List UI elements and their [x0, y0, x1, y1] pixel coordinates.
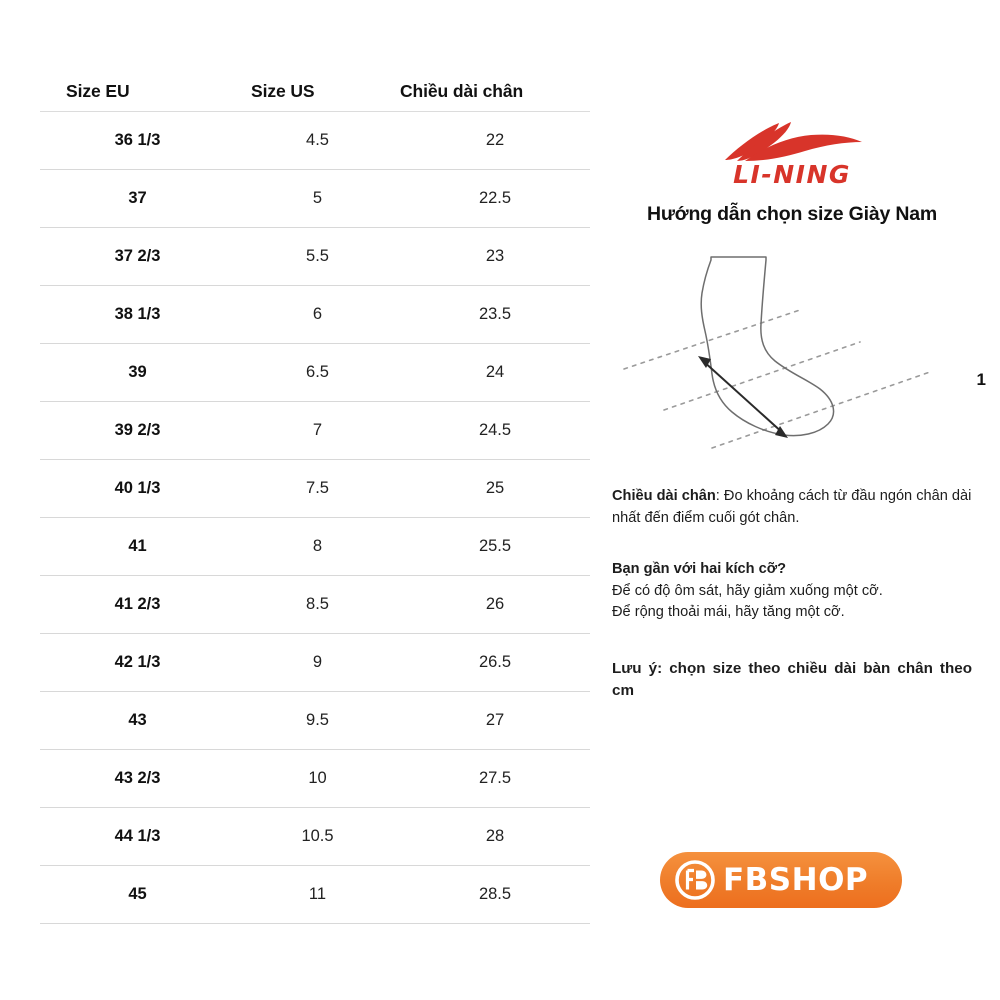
table-row — [40, 750, 590, 808]
size-eu-value: 41 2/3 — [114, 595, 161, 613]
size-eu-value: 45 — [128, 885, 147, 903]
table-row — [40, 228, 590, 286]
size-us-value: 4.5 — [306, 131, 329, 149]
size-us-value: 11 — [308, 885, 327, 903]
size-eu-value: 43 2/3 — [114, 769, 161, 787]
table-row — [40, 576, 590, 634]
size-note: Lưu ý: chọn size theo chiều dài bàn chân theo cm — [612, 659, 972, 700]
foot-measurement-diagram — [612, 232, 986, 472]
size-us-value: 7 — [312, 421, 323, 439]
foot-length-value: 24 — [485, 363, 505, 381]
foot-outline-icon — [612, 232, 972, 472]
size-guide-panel — [612, 120, 986, 702]
foot-length-instruction — [612, 486, 972, 529]
foot-length-value: 24.5 — [478, 421, 512, 439]
foot-length-value: 22.5 — [478, 189, 512, 207]
size-eu-value: 40 1/3 — [114, 479, 161, 497]
foot-length-value: 22 — [485, 131, 505, 149]
size-eu-value: 41 — [128, 537, 147, 555]
foot-length-value: 23.5 — [478, 305, 512, 323]
size-us-value: 7.5 — [306, 479, 329, 497]
column-header-foot-length: Chiều dài chân — [400, 81, 524, 101]
size-us-value: 9 — [312, 653, 323, 671]
guide-title: Hướng dẫn chọn size Giày Nam — [646, 203, 938, 225]
size-us-value: 8.5 — [306, 595, 329, 613]
size-us-value: 5 — [312, 189, 323, 207]
size-eu-value: 38 1/3 — [114, 305, 161, 323]
foot-length-text: : Đo khoảng cách từ đầu ngón chân dài nhất đến điểm cuối gót chân. — [612, 488, 972, 526]
table-row — [40, 634, 590, 692]
between-sizes-line-1: Để có độ ôm sát, hãy giảm xuống một cỡ. — [612, 582, 883, 599]
table-row — [40, 170, 590, 228]
foot-length-value: 26.5 — [478, 653, 512, 671]
size-us-value: 9.5 — [306, 711, 329, 729]
lining-logo — [702, 120, 882, 187]
foot-length-value: 27 — [485, 711, 505, 729]
column-header-size-us: Size US — [251, 81, 315, 101]
size-chart-table — [40, 72, 590, 924]
column-header-size-eu: Size EU — [66, 81, 130, 101]
diagram-label-1: 1 — [976, 370, 986, 389]
foot-length-value: 26 — [485, 595, 505, 613]
size-us-value: 10.5 — [301, 827, 334, 845]
size-eu-value: 36 1/3 — [114, 131, 161, 149]
fbshop-monogram-icon — [674, 859, 716, 901]
lining-wordmark: LI-NING — [733, 160, 851, 189]
size-us-value: 5.5 — [306, 247, 329, 265]
size-eu-value: 39 2/3 — [114, 421, 161, 439]
table-row — [40, 808, 590, 866]
between-sizes-line-2: Để rộng thoải mái, hãy tăng một cỡ. — [612, 604, 845, 621]
size-eu-value: 42 1/3 — [114, 653, 161, 671]
size-eu-value: 37 — [128, 189, 147, 207]
foot-length-value: 23 — [485, 247, 505, 265]
size-eu-value: 37 2/3 — [114, 247, 161, 265]
between-sizes-heading: Bạn gần với hai kích cỡ? — [612, 561, 787, 578]
between-sizes-instruction — [612, 559, 972, 624]
table-row — [40, 460, 590, 518]
foot-length-value: 28.5 — [478, 885, 512, 903]
size-us-value: 10 — [308, 769, 327, 787]
table-body — [40, 112, 590, 924]
table-row — [40, 402, 590, 460]
table-header-row — [40, 72, 590, 112]
size-us-value: 6.5 — [306, 363, 329, 381]
foot-length-value: 25 — [485, 479, 505, 497]
table-row — [40, 518, 590, 576]
size-eu-value: 39 — [128, 363, 147, 381]
table-row — [40, 692, 590, 750]
size-us-value: 8 — [312, 537, 323, 555]
size-eu-value: 44 1/3 — [114, 827, 161, 845]
table-row — [40, 112, 590, 170]
foot-length-value: 28 — [485, 827, 505, 845]
foot-length-value: 27.5 — [478, 769, 512, 787]
size-eu-value: 43 — [128, 711, 147, 729]
size-us-value: 6 — [312, 305, 323, 323]
lining-swoosh-icon — [717, 120, 867, 164]
fbshop-wordmark: FBSHOP — [723, 861, 869, 898]
table-row — [40, 866, 590, 924]
foot-length-value: 25.5 — [478, 537, 512, 555]
table-row — [40, 344, 590, 402]
table-row — [40, 286, 590, 344]
fbshop-logo — [660, 852, 902, 908]
foot-length-lead: Chiều dài chân — [612, 488, 716, 504]
